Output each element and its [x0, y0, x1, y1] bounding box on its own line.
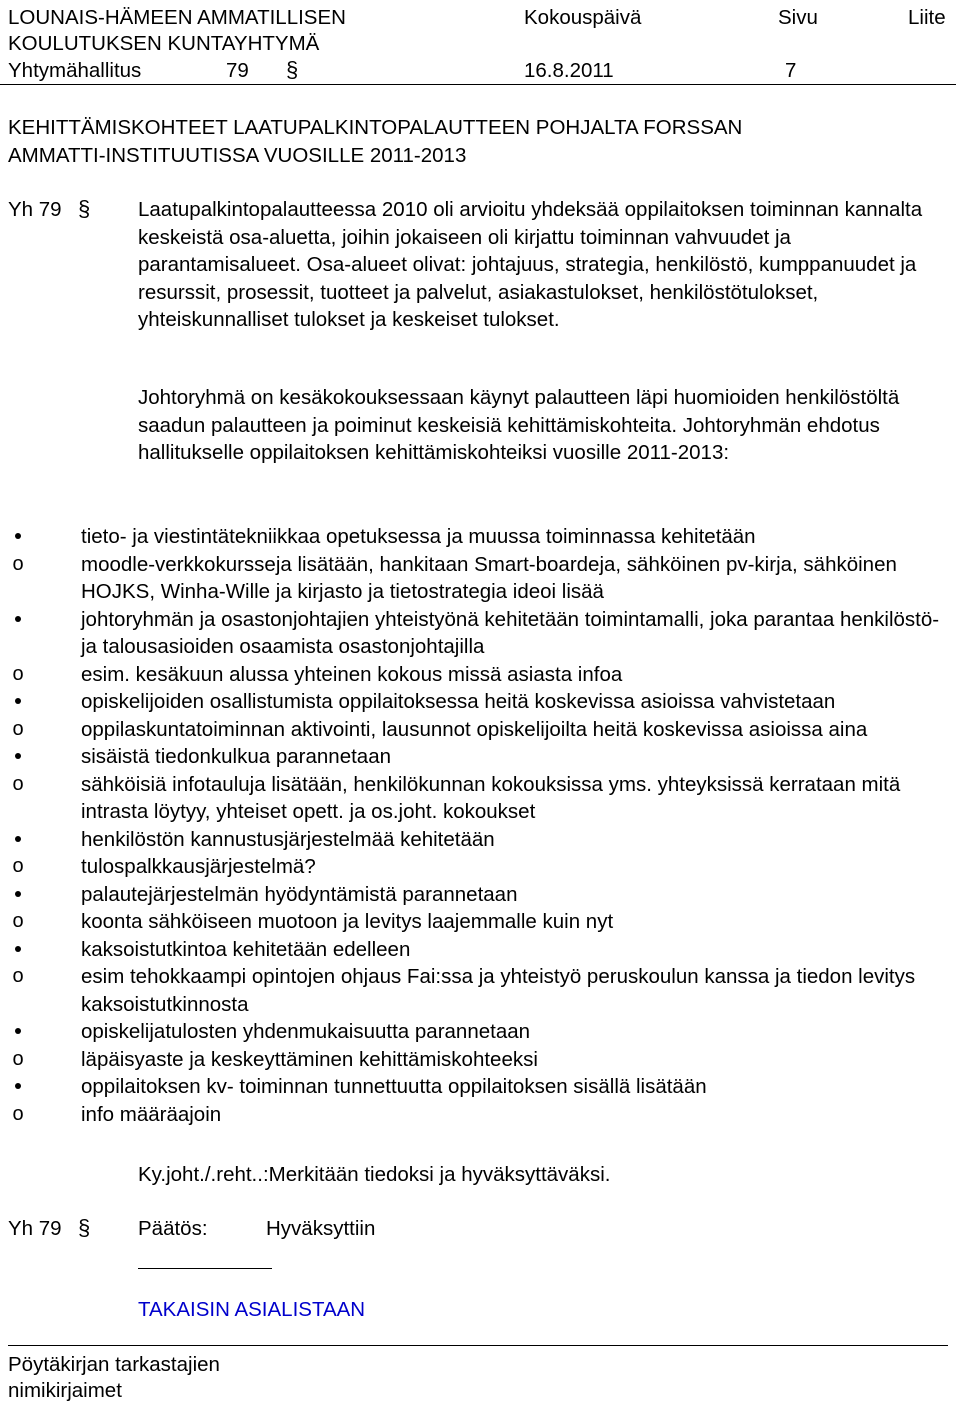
sub-item-marker: o [12, 552, 24, 575]
bullet-marker [8, 606, 28, 634]
list-item: tieto- ja viestintätekniikkaa opetuksessa ja muussa toiminnassa kehitetään [8, 523, 953, 551]
intro-paragraph: Laatupalkintopalautteessa 2010 oli arvioitu yhdeksää oppilaitoksen toiminnan kannalta keskeistä osa-aluetta, joihin jokaiseen oli kirjattu toiminnan vahvuudet ja parantamisalueet. Osa-alueet olivat: johtajuus, strategia, henkilöstö, kumppanuudet ja resurssit, prosessit, tuotteet ja palvelut, asiakastulokset, henkilöstötulokset, yhteiskunnalliset tulokset ja keskeiset tulokset. [138, 198, 923, 331]
sub-item-marker: o [12, 772, 24, 795]
header-rule [0, 84, 956, 85]
document-title-line2: AMMATTI-INSTITUUTISSA VUOSILLE 2011-2013 [8, 144, 467, 167]
bullet-marker [8, 1018, 28, 1046]
sub-item-marker: o [12, 662, 24, 685]
sub-item-marker: o [12, 855, 24, 877]
list-item: o koonta sähköiseen muotoon ja levitys laajemmalle kuin nyt [8, 908, 953, 936]
list-item: o esim tehokkaampi opintojen ohjaus Fai:ssa ja yhteistyö peruskoulun kanssa ja tiedon levitys kaksoistutkinnosta [8, 963, 953, 1018]
bullet-marker [8, 743, 28, 771]
bullet-marker [8, 881, 28, 909]
list-item: o info määräajoin [8, 1101, 953, 1129]
proposal-paragraph: Johtoryhmä on kesäkokouksessaan käynyt palautteen läpi huomioiden henkilöstöltä saadun palautteen ja poiminut keskeisiä kehittämiskohteita. Johtoryhmän ehdotus hallitukselle oppilaitoksen kehittämiskohteiksi vuosille 2011-2013: [138, 386, 900, 464]
list-item: kaksoistutkintoa kehitetään edelleen [8, 936, 953, 964]
list-item: opiskelijatulosten yhdenmukaisuutta parannetaan [8, 1018, 953, 1046]
list-item: o sähköisiä infotauluja lisätään, henkilökunnan kokouksissa yms. yhteyksissä kerrataan mitä intrasta löytyy, yhteiset opett. ja os.joht. kokoukset [8, 771, 953, 826]
development-items-list [8, 523, 953, 1128]
page-number: 7 [785, 59, 797, 82]
list-item: o esim. kesäkuun alussa yhteinen kokous missä asiasta infoa [8, 661, 953, 689]
sub-item-marker: o [12, 1102, 24, 1125]
footer-inspectors-label: Pöytäkirjan tarkastajien [8, 1353, 220, 1376]
decision-section-mark: § [78, 1215, 91, 1240]
meeting-date: 16.8.2011 [524, 59, 614, 82]
list-item: o läpäisyaste ja keskeyttäminen kehittämiskohteeksi [8, 1046, 953, 1074]
list-item: johtoryhmän ja osastonjohtajien yhteistyönä kehitetään toimintamalli, joka parantaa henkilöstö- ja talousasioiden osaamista osastonjohtajilla [8, 606, 953, 661]
org-name-line2: KOULUTUKSEN KUNTAYHTYMÄ [8, 32, 320, 55]
footer-rule [8, 1345, 948, 1346]
list-item: palautejärjestelmän hyödyntämistä parannetaan [8, 881, 953, 909]
decision-text: Hyväksyttiin [266, 1217, 376, 1240]
list-item: sisäistä tiedonkulkua parannetaan [8, 743, 953, 771]
section-mark: § [78, 196, 91, 221]
bullet-marker [8, 1073, 28, 1101]
back-to-agenda-link[interactable]: TAKAISIN ASIALISTAAN [138, 1298, 366, 1321]
header-section-mark: § [286, 57, 299, 82]
list-item: oppilaitoksen kv- toiminnan tunnettuutta oppilaitoksen sisällä lisätään [8, 1073, 953, 1101]
sub-item-marker: o [12, 965, 24, 987]
signature-line [138, 1268, 272, 1269]
page-column-label: Sivu [778, 6, 818, 29]
sub-item-marker: o [12, 1047, 24, 1070]
list-item: o oppilaskuntatoiminnan aktivointi, lausunnot opiskelijoilta heitä koskevissa asioissa aina [8, 716, 953, 744]
chief-executive-proposal: Ky.joht./.reht..:Merkitään tiedoksi ja hyväksyttäväksi. [138, 1163, 611, 1186]
bullet-marker [8, 688, 28, 716]
list-item: o tulospalkkausjärjestelmä? [8, 853, 953, 881]
attachment-column-label: Liite [908, 6, 946, 29]
bullet-marker [8, 826, 28, 854]
header-section-number: 79 [226, 59, 249, 82]
document-title-line1: KEHITTÄMISKOHTEET LAATUPALKINTOPALAUTTEEN POHJALTA FORSSAN [8, 116, 743, 139]
section-label: Yh 79 [8, 198, 62, 221]
list-item: henkilöstön kannustusjärjestelmää kehitetään [8, 826, 953, 854]
sub-item-marker: o [12, 910, 24, 932]
decision-title: Päätös: [138, 1217, 208, 1240]
sub-item-marker: o [12, 717, 24, 740]
date-column-label: Kokouspäivä [524, 6, 642, 29]
org-name-line1: LOUNAIS-HÄMEEN AMMATILLISEN [8, 6, 346, 29]
decision-section-label: Yh 79 [8, 1217, 62, 1240]
footer-initials-label: nimikirjaimet [8, 1379, 122, 1402]
bullet-marker [8, 936, 28, 964]
list-item: opiskelijoiden osallistumista oppilaitoksessa heitä koskevissa asioissa vahvistetaan [8, 688, 953, 716]
body-label: Yhtymähallitus [8, 59, 142, 82]
list-item: o moodle-verkkokursseja lisätään, hankitaan Smart-boardeja, sähköinen pv-kirja, sähköinen HOJKS, Winha-Wille ja kirjasto ja tietostrategia ideoi lisää [8, 551, 953, 606]
bullet-marker [8, 523, 28, 551]
